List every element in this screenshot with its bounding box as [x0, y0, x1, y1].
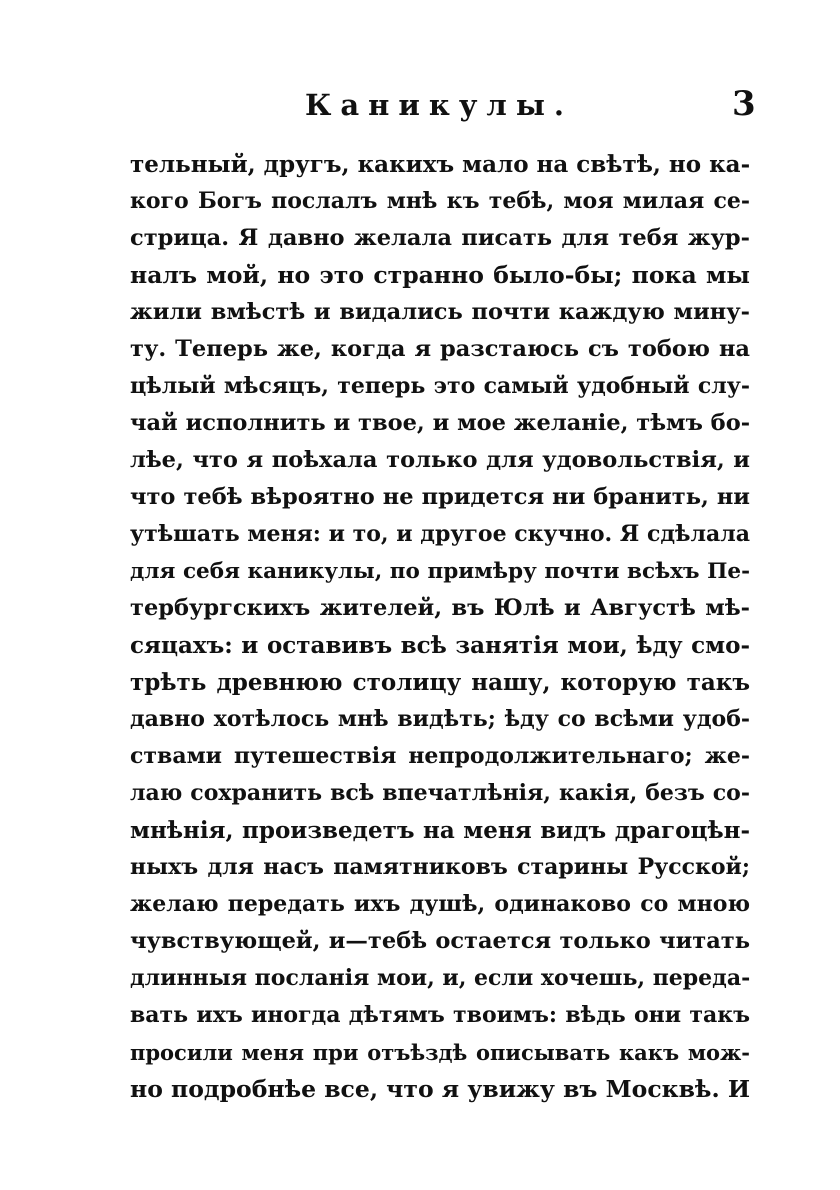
text-line: ныхъ для насъ памятниковъ старины Русской; — [130, 854, 750, 880]
body-text — [130, 146, 750, 1108]
text-line: длинныя посланія мои, и, если хочешь, переда- — [130, 965, 750, 991]
text-line: тельный, другъ, какихъ мало на свѣтѣ, но ка- — [130, 151, 750, 178]
text-line: желаю передать ихъ душѣ, одинаково со мною — [130, 891, 750, 917]
text-line: но подробнѣе все, что я увижу въ Москвѣ. И — [130, 1075, 750, 1103]
text-line: трѣть древнюю столицу нашу, которую такъ — [130, 669, 750, 696]
text-line: налъ мой, но это странно было-бы; пока мы — [130, 261, 750, 289]
running-title: Каникулы. — [305, 88, 574, 122]
running-head — [0, 84, 840, 128]
text-line: чувствующей, и—тебѣ остается только читать — [130, 928, 750, 954]
text-line: ствами путешествія непродолжительнаго; же- — [130, 743, 750, 769]
text-line: для себя каникулы, по примѣру почти всѣхъ Пе- — [130, 559, 750, 584]
text-line: давно хотѣлось мнѣ видѣть; ѣду со всѣми удоб- — [130, 706, 750, 732]
page-number: 3 — [732, 84, 756, 124]
text-line: мнѣнія, произведетъ на меня видъ драгоцѣн- — [130, 817, 750, 844]
text-line: чай исполнить и твое, и мое желаніе, тѣмъ бо- — [130, 410, 750, 436]
text-line: кого Богъ послалъ мнѣ къ тебѣ, моя милая се- — [130, 188, 750, 214]
text-line: утѣшать меня: и то, и другое скучно. Я сдѣлала — [130, 521, 750, 547]
text-line: сяцахъ: и оставивъ всѣ занятія мои, ѣду смо- — [130, 632, 750, 659]
text-line: вать ихъ иногда дѣтямъ твоимъ: вѣдь они такъ — [130, 1002, 750, 1028]
text-line: цѣлый мѣсяцъ, теперь это самый удобный слу- — [130, 373, 750, 399]
text-line: стрица. Я давно желала писать для тебя жур- — [130, 225, 750, 251]
text-line: жили вмѣстѣ и видались почти каждую мину- — [130, 299, 750, 325]
text-line: просили меня при отъѣздѣ описывать какъ мож- — [130, 1040, 750, 1065]
text-line: ту. Теперь же, когда я разстаюсь съ тобою на — [130, 336, 750, 362]
text-line: лаю сохранить всѣ впечатлѣнія, какія, безъ со- — [130, 780, 750, 806]
text-line: тербургскихъ жителей, въ Юлѣ и Августѣ мѣ- — [130, 595, 750, 621]
text-line: лѣе, что я поѣхала только для удовольствія, и — [130, 447, 750, 473]
text-line: что тебѣ вѣроятно не придется ни бранить, ни — [130, 484, 750, 510]
